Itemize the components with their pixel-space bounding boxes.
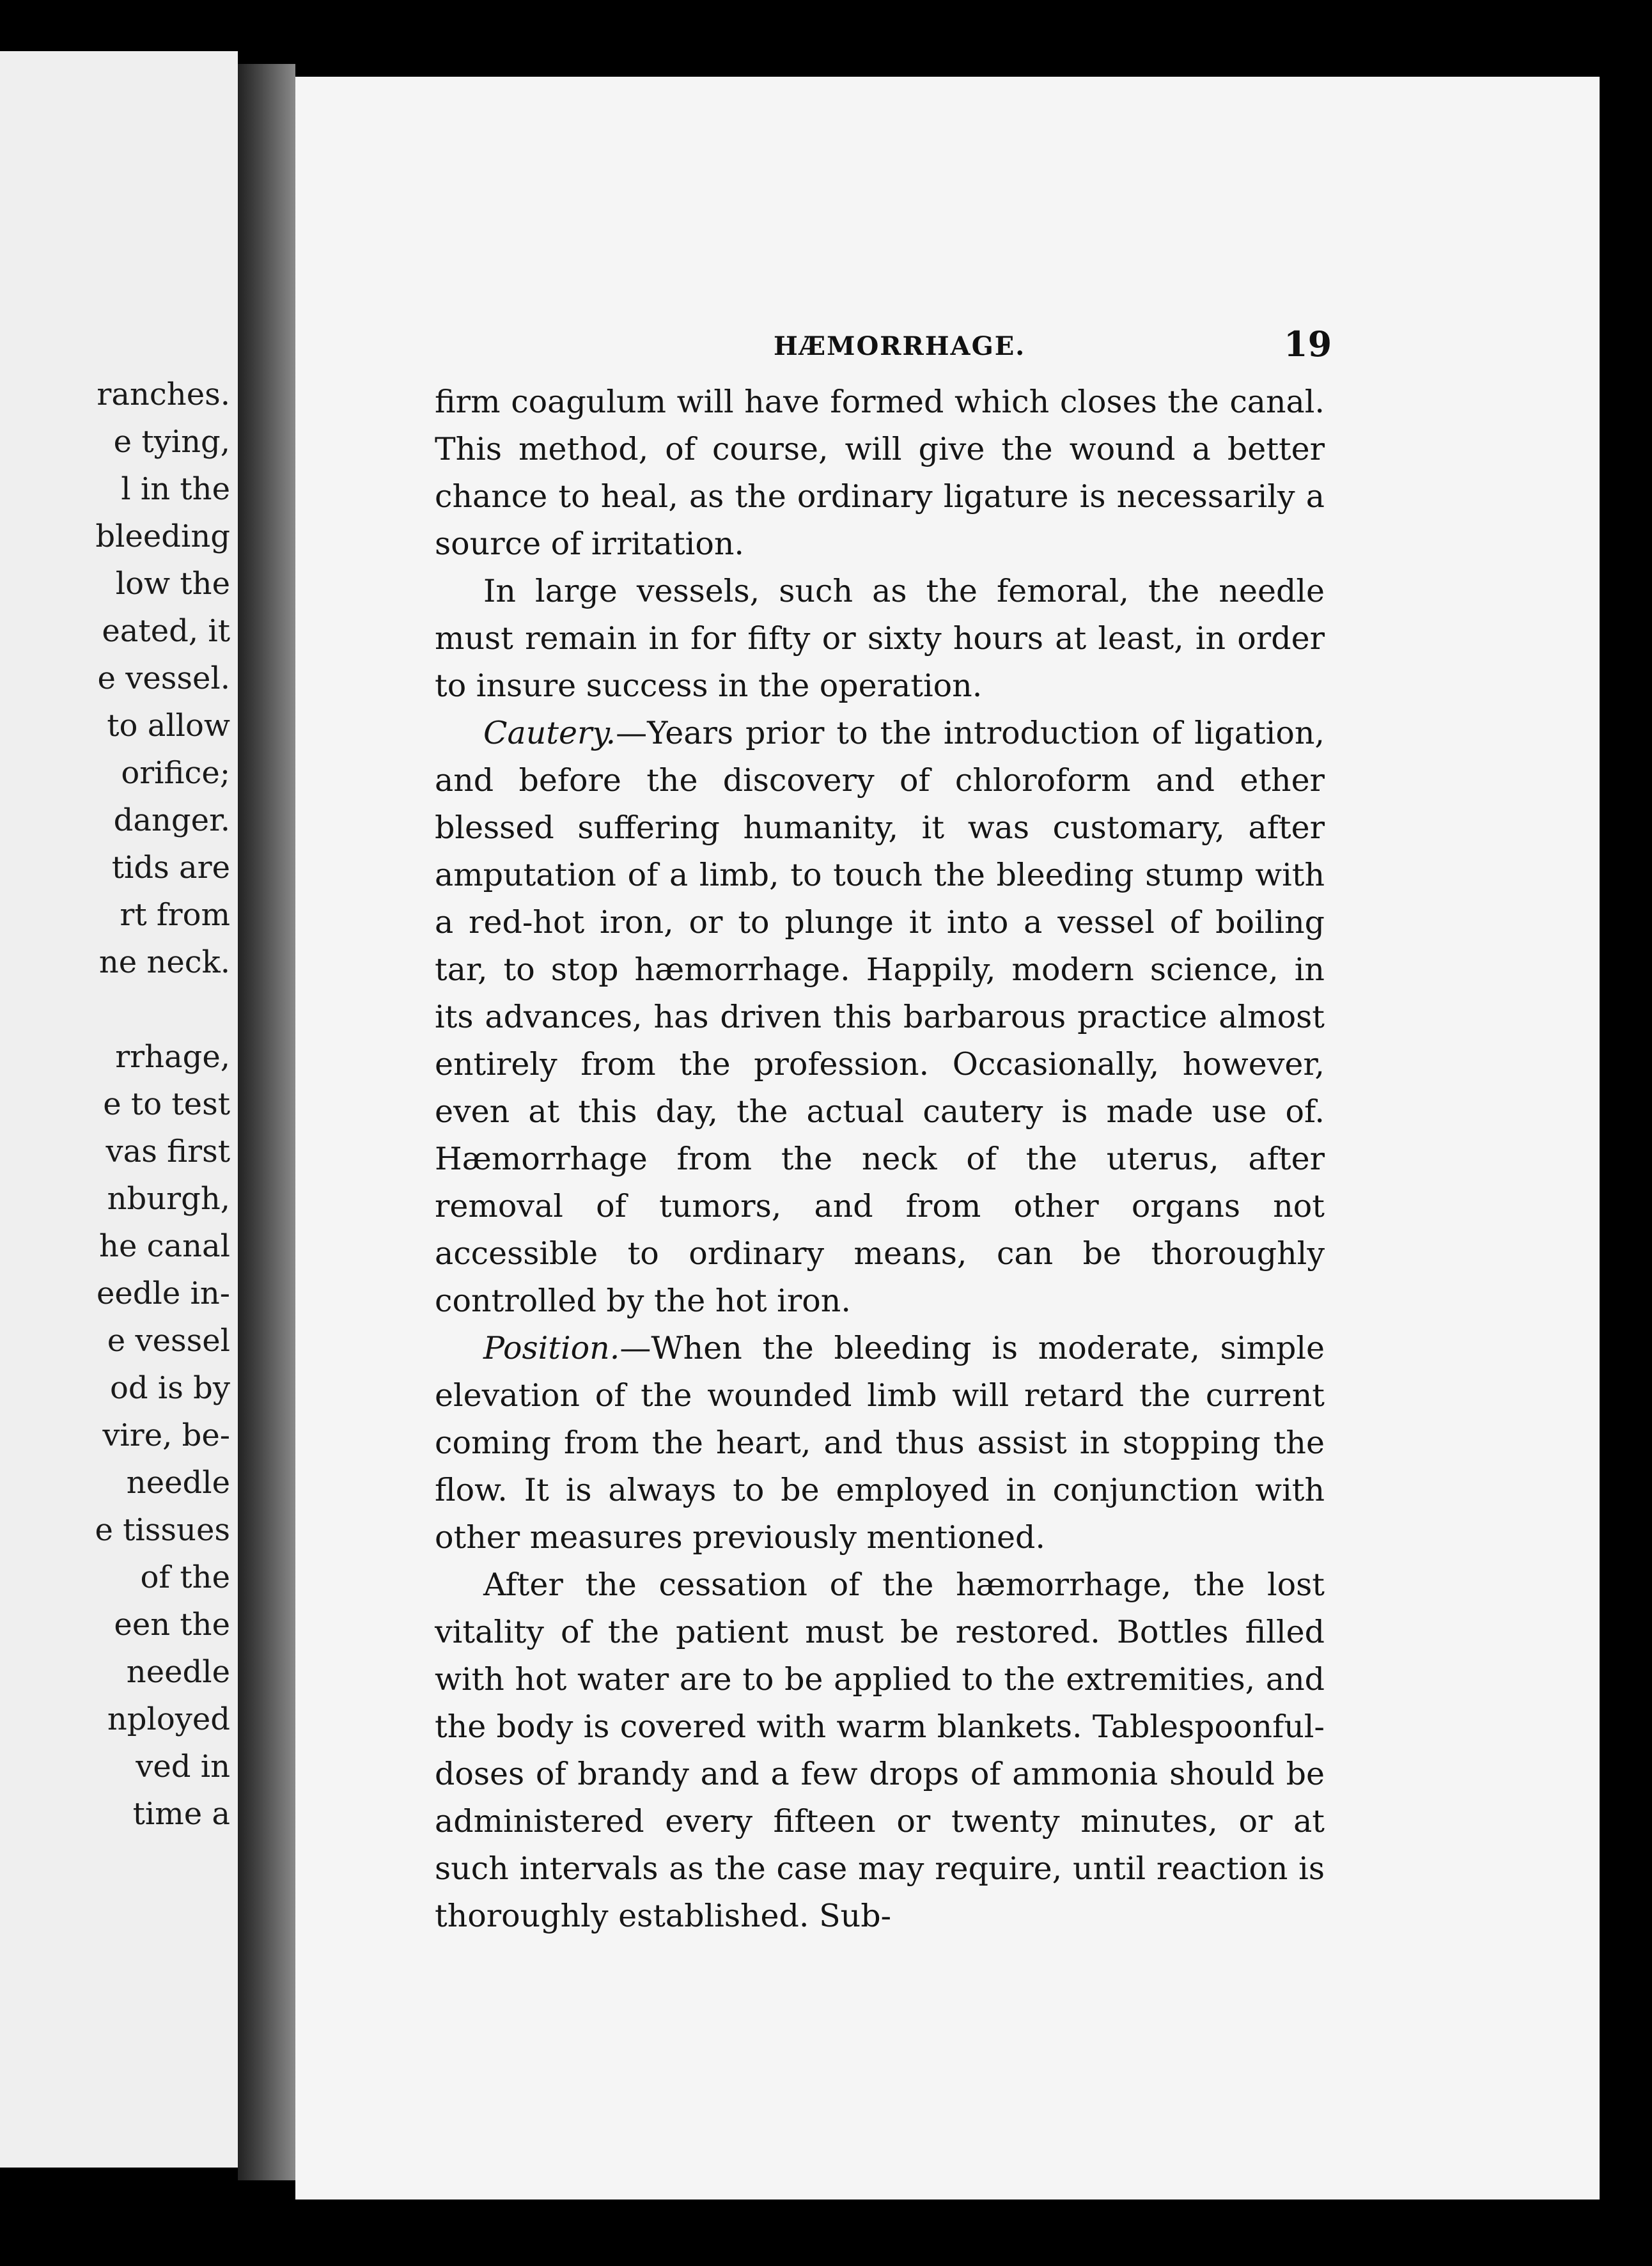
- left-page-line: e vessel: [107, 1323, 230, 1359]
- book-gutter: [238, 64, 295, 2180]
- paragraph-position: [435, 1325, 1325, 1561]
- left-page-line: orifice;: [121, 755, 230, 791]
- running-title: HÆMORRHAGE.: [774, 331, 1026, 361]
- paragraph-continued: firm coagulum will have formed which closes the canal. This method, of course, will give the wound a better chance to heal, as the ordinary ligature is necessarily a source of irritation.: [435, 384, 1325, 562]
- running-head: [295, 320, 1600, 371]
- left-page-line: rrhage,: [115, 1039, 230, 1075]
- left-page-line: ranches.: [97, 377, 230, 412]
- left-page-line: tids are: [111, 850, 230, 886]
- left-page-line: vas first: [105, 1134, 230, 1169]
- left-page-line: e to test: [103, 1086, 230, 1122]
- left-page-line: ved in: [136, 1749, 230, 1785]
- left-page-line: e tying,: [113, 424, 230, 460]
- left-page-line: ne neck.: [98, 944, 230, 980]
- left-page-line: e vessel.: [97, 660, 230, 696]
- left-page-line: od is by: [110, 1370, 230, 1406]
- section-heading-position: Position.: [483, 1330, 620, 1366]
- paragraph-position-text: —When the bleeding is moderate, simple elevation of the wounded limb will retard the current coming from the heart, and thus assist in stopping the flow. It is always to be employed in conjunction with other measures previously mentioned.: [435, 1330, 1325, 1556]
- left-page-line: needle: [126, 1465, 230, 1501]
- left-page-line: low the: [115, 566, 230, 602]
- left-page-line: he canal: [99, 1228, 230, 1264]
- left-page-fragment: [0, 51, 238, 2168]
- paragraph-cautery-text: —Years prior to the introduction of ligation, and before the discovery of chloroform and ether blessed suffering humanity, it was customary, after amputation of a limb, to touch the bleeding stump with a red-hot iron, or to plunge it into a vessel of boiling tar, to stop hæmorrhage. Happily, modern science, in its advances, has driven this barbarous practice almost entirely from the profession. Occasionally, however, even at this day, the actual cautery is made use of. Hæmorrhage from the neck of the uterus, after removal of tumors, and from other organs not accessible to ordinary means, can be thoroughly controlled by the hot iron.: [435, 715, 1325, 1319]
- left-page-line: e tissues: [95, 1512, 230, 1548]
- left-page-line: nployed: [107, 1701, 230, 1737]
- right-page: [295, 77, 1600, 2200]
- left-page-line: l in the: [121, 471, 230, 507]
- left-page-line: vire, be-: [102, 1418, 230, 1453]
- left-page-line: eated, it: [102, 613, 230, 649]
- paragraph-femoral: In large vessels, such as the femoral, the needle must remain in for fifty or sixty hours at least, in order to insure success in the operation.: [435, 573, 1325, 704]
- page-number: 19: [1284, 324, 1332, 364]
- paragraph-cautery: [435, 710, 1325, 1325]
- left-page-line: time a: [132, 1796, 230, 1832]
- left-page-line: rt from: [120, 897, 230, 933]
- left-page-line: danger.: [113, 802, 230, 838]
- left-page-line: eedle in-: [96, 1276, 230, 1311]
- left-page-line: of the: [140, 1559, 230, 1595]
- paragraph-restoration: After the cessation of the hæmorrhage, the lost vitality of the patient must be restored. Bottles filled with hot water are to be applied to the extremities, and the body is covered with warm blankets. Tablespoonful-doses of brandy and a few drops of ammonia should be administered every fifteen or twenty minutes, or at such intervals as the case may require, until reaction is thoroughly established. Sub-: [435, 1567, 1325, 1934]
- section-heading-cautery: Cautery.: [483, 715, 616, 751]
- body-text: [435, 379, 1325, 1940]
- left-page-line: to allow: [107, 708, 230, 744]
- left-page-line: needle: [126, 1654, 230, 1690]
- left-page-line: een the: [114, 1607, 230, 1643]
- left-page-line: nburgh,: [107, 1181, 230, 1217]
- left-page-line: bleeding: [95, 519, 230, 554]
